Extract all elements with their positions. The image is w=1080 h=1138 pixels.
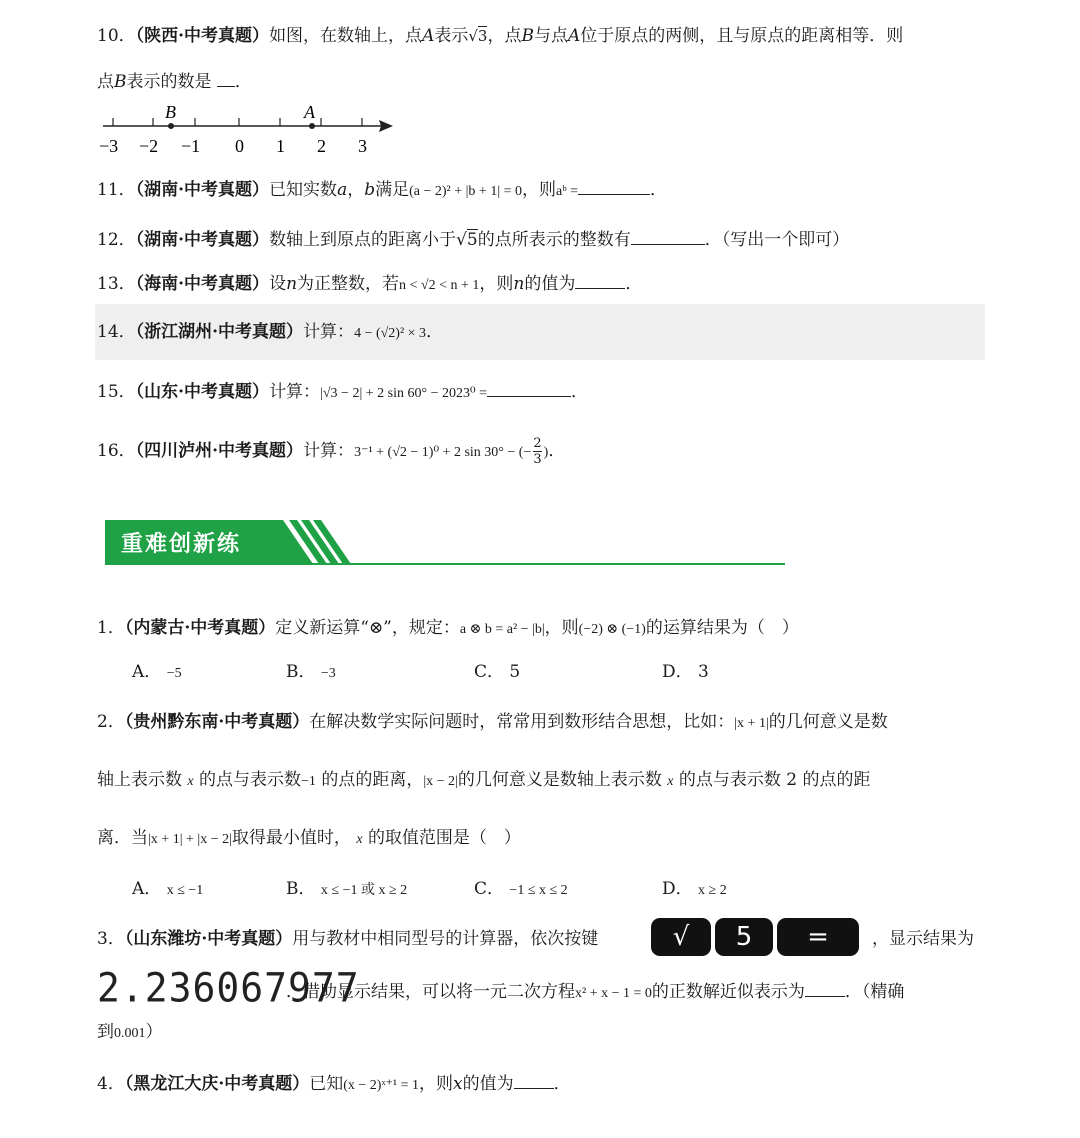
tick-label: −3 — [99, 136, 119, 156]
question-text: ． — [426, 322, 444, 342]
question-text: 位于原点的两侧，且与原点的距离相等．则 — [580, 26, 904, 46]
question-text: ，则 — [544, 618, 579, 638]
question-text: 到 — [97, 1022, 114, 1042]
question-text: 的点与表示数 — [199, 770, 302, 790]
option-b[interactable] — [286, 660, 336, 686]
question-text: 轴上表示数 — [97, 770, 182, 790]
point-a-label: A — [422, 26, 435, 46]
question-text: 点 — [97, 72, 114, 92]
question-text: 的值为 — [462, 1074, 514, 1094]
math-expression: n < √2 < n + 1 — [399, 278, 480, 293]
fraction — [533, 436, 541, 467]
question-text: ．借助显示结果，可以将一元二次方程 — [286, 982, 575, 1002]
math-expression: |x − 2| — [423, 774, 458, 789]
question-text: 如图，在数轴上，点 — [269, 26, 423, 46]
option-label: D． — [662, 879, 693, 899]
question-number: 14． — [97, 322, 136, 342]
section-title: 重难创新练 — [121, 532, 242, 557]
math-expression: 3⁻¹ + (√2 − 1)⁰ + 2 sin 30° − (− — [354, 445, 532, 460]
question-text: 的几何意义是数轴上表示数 — [457, 770, 662, 790]
question-number: 1． — [97, 618, 125, 638]
question-text: ，点 — [487, 26, 522, 46]
question-text: 的点所表示的整数有 — [477, 230, 631, 250]
answer-blank[interactable] — [631, 226, 705, 245]
question-text: ， — [347, 180, 365, 200]
question-16 — [97, 436, 565, 467]
question-text: 为正整数，若 — [297, 274, 400, 294]
sqrt-key-button[interactable]: √ — [651, 918, 711, 956]
question-text: ．（精确 — [844, 982, 905, 1002]
option-value: x ≥ 2 — [698, 883, 727, 898]
question-text: 的值为 — [524, 274, 576, 294]
option-value: −3 — [320, 666, 336, 681]
question-text: ． — [234, 72, 252, 92]
question-text: 与点 — [533, 26, 568, 46]
question-text: 数轴上到原点的距离小于 — [269, 230, 457, 250]
question-text: 的取值范围是（ ） — [367, 828, 521, 848]
question-source: （湖南·中考真题） — [135, 180, 270, 200]
question-text: 的几何意义是数 — [768, 712, 888, 732]
question-13 — [97, 270, 642, 298]
option-b[interactable] — [286, 877, 407, 903]
number-line-ticks — [113, 118, 362, 126]
tick-label: −1 — [181, 136, 201, 156]
question-source: （黑龙江大庆·中考真题） — [124, 1074, 310, 1094]
option-value: x ≤ −1 或 x ≥ 2 — [320, 883, 408, 898]
practice-2-line-2 — [97, 768, 871, 794]
option-d[interactable] — [662, 877, 727, 903]
question-15 — [97, 378, 588, 406]
answer-blank[interactable] — [805, 978, 845, 997]
option-c[interactable] — [474, 660, 520, 684]
math-expression: |√3 − 2| + 2 sin 60° − 2023⁰ = — [320, 386, 487, 401]
question-text: 在解决数学实际问题时，常常用到数形结合思想，比如： — [309, 712, 735, 732]
question-text: ． — [548, 441, 566, 461]
question-text: ，则 — [479, 274, 514, 294]
practice-2-line-3 — [97, 826, 521, 852]
variable-b: b — [364, 180, 376, 200]
question-source: （海南·中考真题） — [135, 274, 270, 294]
question-text: ） — [145, 1022, 163, 1042]
question-text: 已知实数 — [269, 180, 338, 200]
variable-n: n — [286, 274, 298, 294]
question-source: （山东潍坊·中考真题） — [124, 929, 293, 949]
question-text: 定义新运算“⊗”，规定： — [275, 618, 460, 638]
option-value: 5 — [509, 662, 521, 682]
math-expression: |x + 1| — [734, 716, 769, 731]
question-number: 16． — [97, 441, 136, 461]
question-source: （山东·中考真题） — [135, 382, 270, 402]
option-label: A． — [132, 662, 162, 682]
math-expression: (−2) ⊗ (−1) — [578, 622, 646, 637]
answer-blank[interactable] — [487, 378, 571, 397]
question-number: 4． — [97, 1074, 125, 1094]
sqrt-radicand: 5 — [466, 230, 478, 250]
question-text: 取得最小值时， — [231, 828, 351, 848]
answer-blank[interactable] — [575, 270, 625, 289]
variable-x: x — [667, 774, 674, 789]
question-text: ． — [553, 1074, 571, 1094]
tick-label: 2 — [317, 136, 326, 156]
equals-key-button[interactable]: = — [777, 918, 859, 956]
option-label: B． — [286, 662, 316, 682]
five-key-button[interactable]: 5 — [715, 918, 773, 956]
question-number: 12． — [97, 230, 136, 250]
sqrt-expression: √3 — [468, 27, 488, 45]
question-number: 2． — [97, 712, 125, 732]
tick-label: 0 — [235, 136, 244, 156]
point-b-label: B — [521, 26, 534, 46]
answer-blank[interactable] — [514, 1070, 554, 1089]
question-text: 计算： — [269, 382, 321, 402]
question-text: 表示 — [434, 26, 469, 46]
question-text: 计算： — [303, 322, 355, 342]
question-text: 的点的距离， — [321, 770, 424, 790]
question-number: 13． — [97, 274, 136, 294]
question-text: ． — [649, 180, 667, 200]
point-b-dot — [168, 123, 174, 129]
option-label: D． — [662, 662, 693, 682]
variable-x: x — [356, 832, 363, 847]
question-number: 10． — [97, 26, 136, 46]
math-expression: 0.001 — [114, 1026, 146, 1041]
option-value: −1 ≤ x ≤ 2 — [509, 883, 568, 898]
question-source: （陕西·中考真题） — [135, 26, 270, 46]
point-a-dot — [309, 123, 315, 129]
answer-blank[interactable] — [578, 176, 650, 195]
sqrt-expression: √5 — [456, 230, 478, 250]
question-text: 设 — [269, 274, 287, 294]
question-text: 离．当 — [97, 828, 148, 848]
option-value: −5 — [166, 666, 182, 681]
fraction-numerator: 2 — [533, 436, 542, 451]
question-text: 的运算结果为（ ） — [645, 618, 799, 638]
question-10-line-1 — [97, 24, 903, 48]
question-source: （浙江湖州·中考真题） — [135, 322, 304, 342]
option-value: 3 — [698, 662, 709, 682]
point-b-text: B — [165, 102, 176, 122]
question-text: 用与教材中相同型号的计算器，依次按键 — [292, 929, 599, 949]
option-label: A． — [132, 879, 162, 899]
question-number: 15． — [97, 382, 136, 402]
option-value: x ≤ −1 — [166, 883, 204, 898]
practice-1 — [97, 616, 799, 642]
option-label: C． — [474, 662, 505, 682]
math-expression: (x − 2)ˣ⁺¹ = 1 — [343, 1078, 419, 1093]
math-expression: a ⊗ b = a² − |b| — [459, 622, 545, 637]
number-line-figure — [95, 100, 405, 160]
math-expression: ) — [543, 445, 549, 460]
option-c[interactable] — [474, 877, 568, 903]
question-source: （湖南·中考真题） — [135, 230, 270, 250]
question-14 — [97, 320, 443, 346]
variable-n: n — [513, 274, 525, 294]
practice-4 — [97, 1070, 571, 1098]
question-text: 的点与表示数 2 的点的距 — [678, 770, 871, 790]
section-header — [105, 518, 785, 566]
question-text: ，显示结果为 — [872, 929, 974, 949]
question-text: 满足 — [375, 180, 410, 200]
question-11 — [97, 176, 667, 204]
answer-blank[interactable] — [217, 68, 235, 87]
practice-3-line-3 — [97, 1020, 163, 1046]
math-expression: |x + 1| + |x − 2| — [148, 832, 232, 847]
question-source: （四川泸州·中考真题） — [135, 441, 304, 461]
calculator-display: 2.236067977 — [97, 964, 360, 1012]
option-label: C． — [474, 879, 505, 899]
option-label: B． — [286, 879, 316, 899]
question-text: 的正数解近似表示为 — [651, 982, 805, 1002]
practice-3-line-2 — [286, 978, 904, 1006]
math-expression: −1 — [301, 774, 316, 789]
math-expression: x² + x − 1 = 0 — [575, 986, 652, 1001]
tick-label: 1 — [276, 136, 285, 156]
tick-label: 3 — [358, 136, 367, 156]
question-source: （内蒙古·中考真题） — [124, 618, 276, 638]
practice-3-line-1a — [97, 927, 598, 951]
point-a-label: A — [567, 26, 581, 46]
variable-a: a — [337, 180, 348, 200]
option-a[interactable] — [132, 877, 203, 903]
number-line-arrow-icon — [379, 120, 393, 132]
math-expression: 4 − (√2)² × 3 — [354, 326, 427, 341]
option-d[interactable] — [662, 660, 709, 684]
question-10-line-2 — [97, 68, 252, 94]
practice-2-line-1 — [97, 710, 888, 736]
variable-x: x — [187, 774, 194, 789]
question-text: 表示的数是 — [126, 72, 212, 92]
math-expression: aᵇ = — [556, 184, 578, 199]
option-a[interactable] — [132, 660, 182, 686]
point-b-label: B — [114, 72, 127, 92]
sqrt-radicand: 3 — [477, 27, 488, 45]
question-number: 3． — [97, 929, 125, 949]
question-number: 11． — [97, 180, 136, 200]
question-12 — [97, 226, 849, 252]
question-text: ，则 — [522, 180, 557, 200]
practice-3-line-1b — [872, 927, 974, 951]
question-text: ．（写出一个即可） — [704, 230, 850, 250]
math-expression: (a − 2)² + |b + 1| = 0 — [409, 184, 523, 199]
question-text: ． — [570, 382, 588, 402]
question-text: ． — [625, 274, 643, 294]
question-text: 计算： — [303, 441, 355, 461]
fraction-denominator: 3 — [533, 452, 542, 467]
point-a-text: A — [304, 102, 315, 122]
question-source: （贵州黔东南·中考真题） — [124, 712, 310, 732]
question-text: 已知 — [309, 1074, 344, 1094]
variable-x: x — [453, 1074, 463, 1094]
question-text: ，则 — [419, 1074, 453, 1094]
tick-label: −2 — [139, 136, 159, 156]
